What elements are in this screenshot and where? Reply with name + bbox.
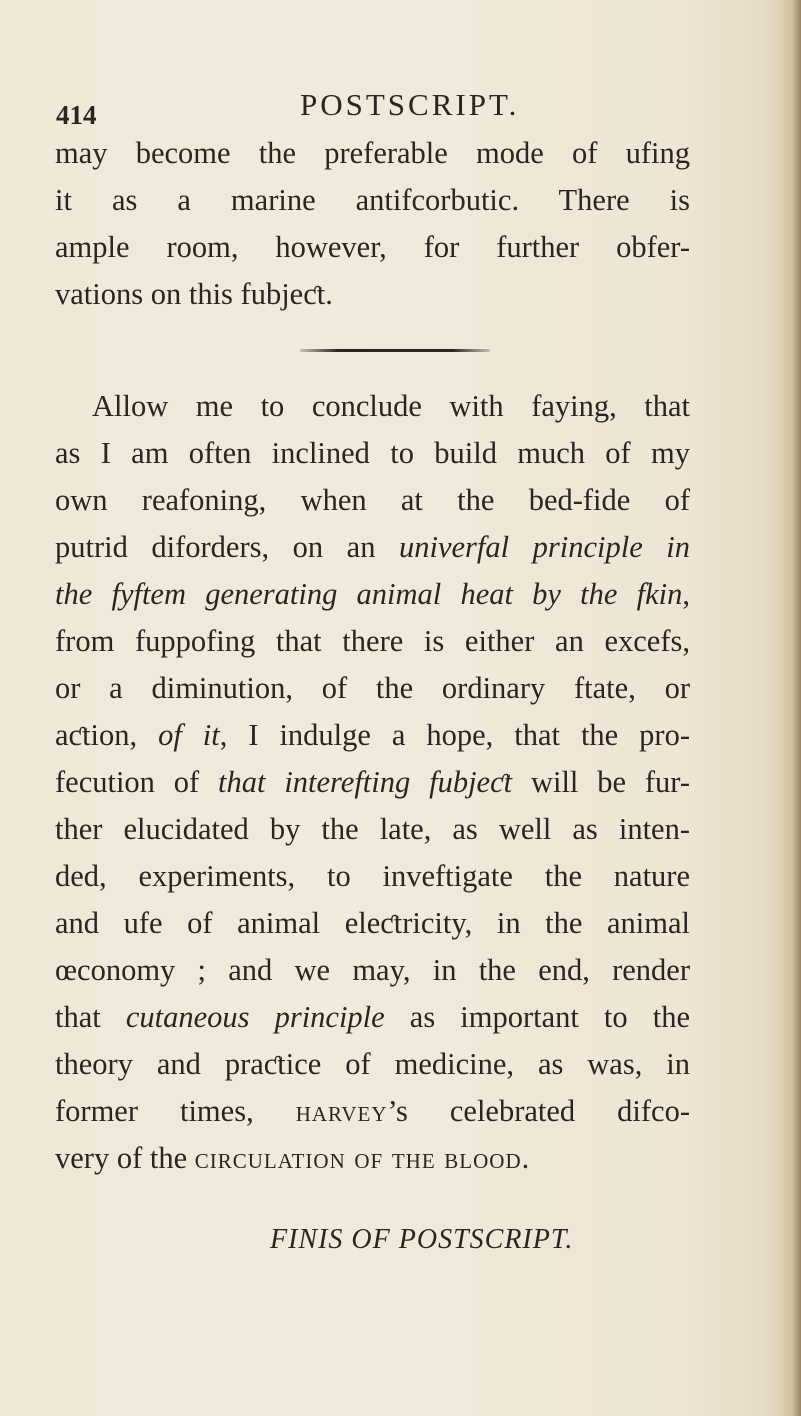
text-run: , <box>682 577 690 611</box>
italic-phrase: cutaneous principle <box>125 1000 385 1034</box>
text-line: and ufe of animal eleƈtricity, in the animal <box>55 906 690 940</box>
text-line: ded, experiments, to inveftigate the nature <box>55 859 690 893</box>
text-line: from fuppofing that there is either an excefs, <box>55 624 690 658</box>
text-line: Allow me to conclude with faying, that <box>92 389 690 423</box>
text-run: , I indulge a hope, that the pro- <box>219 718 690 752</box>
italic-phrase: univerfal principle in <box>398 530 690 564</box>
italic-phrase: that interefting fubjeƈt <box>218 765 513 799</box>
text-run: very of the <box>55 1141 195 1175</box>
text-line: own reafoning, when at the bed-fide of <box>55 483 690 517</box>
running-head: POSTSCRIPT. <box>300 87 520 122</box>
text-line: it as a marine antifcorbutic. There is <box>55 183 690 217</box>
page-number: 414 <box>56 100 97 130</box>
text-line <box>55 712 690 758</box>
text-line <box>55 571 690 617</box>
closing-line: FINIS OF POSTSCRIPT. <box>270 1224 574 1255</box>
text-line: ample room, however, for further obfer- <box>55 230 690 264</box>
text-line: or a diminution, of the ordinary ftate, or <box>55 671 690 705</box>
text-line <box>55 524 690 570</box>
text-line: theory and praƈtice of medicine, as was, in <box>55 1047 690 1081</box>
text-line: may become the preferable mode of ufing <box>55 136 690 170</box>
text-run: ’s celebrated difco- <box>387 1094 690 1128</box>
text-line: vations on this fubjeƈt. <box>55 277 333 311</box>
text-run: fecution of <box>55 765 219 799</box>
text-line <box>55 759 690 805</box>
page-edge-shadow <box>779 0 801 1416</box>
text-line <box>55 1088 690 1134</box>
text-run: former times, <box>55 1094 296 1128</box>
section-divider <box>300 349 490 352</box>
text-line: œconomy ; and we may, in the end, render <box>55 953 690 987</box>
text-line <box>55 1135 530 1181</box>
italic-phrase: the fyftem generating animal heat by the fkin <box>55 577 683 611</box>
small-caps-name: harvey <box>295 1094 388 1128</box>
small-caps-phrase: circulation of the blood. <box>194 1141 531 1175</box>
text-run: putrid diforders, on an <box>55 530 399 564</box>
text-line: as I am often inclined to build much of my <box>55 436 690 470</box>
text-run: as important to the <box>384 1000 690 1034</box>
text-run: that <box>55 1000 126 1034</box>
italic-phrase: of it <box>158 718 220 752</box>
text-line <box>55 994 690 1040</box>
text-run: aƈtion, <box>55 718 159 752</box>
text-run: will be fur- <box>512 765 690 799</box>
text-line: ther elucidated by the late, as well as inten- <box>55 812 690 846</box>
